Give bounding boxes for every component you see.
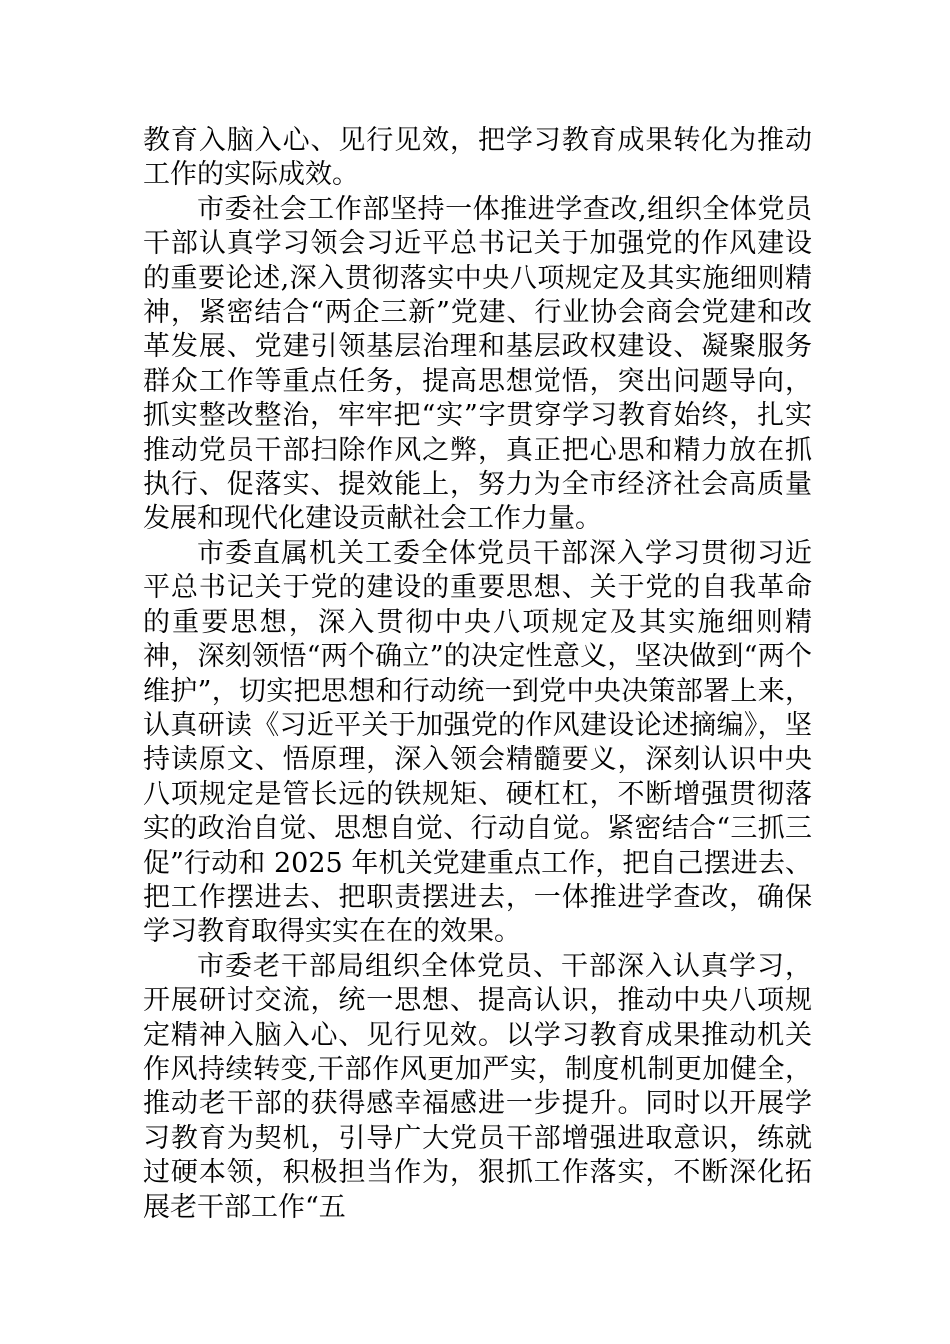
paragraph-3: 市委直属机关工委全体党员干部深入学习贯彻习近平总书记关于党的建设的重要思想、关于党的自我革命的重要思想，深入贯彻中央八项规定及其实施细则精神，深刻领悟“两个确立”的决定性意义，坚决做到“两个维护”，切实把思想和行动统一到党中央决策部署上来，认真研读《习近平关于加强党的作风建设论述摘编》，坚持读原文、悟原理，深入领会精髓要义，深刻认识中央八项规定是管长远的铁规矩、硬杠杠，不断增强贯彻落实的政治自觉、思想自觉、行动自觉。紧密结合“三抓三促”行动和 2025 年机关党建重点工作，把自己摆进去、把工作摆进去、把职责摆进去，一体推进学查改，确保学习教育取得实实在在的效果。: [143, 537, 812, 948]
document-body: [143, 124, 812, 1225]
paragraph-2: 市委社会工作部坚持一体推进学查改,组织全体党员干部认真学习领会习近平总书记关于加强党的作风建设的重要论述,深入贯彻落实中央八项规定及其实施细则精神，紧密结合“两企三新”党建、行业协会商会党建和改革发展、党建引领基层治理和基层政权建设、凝聚服务群众工作等重点任务，提高思想觉悟，突出问题导向，抓实整改整治，牢牢把“实”字贯穿学习教育始终，扎实推动党员干部扫除作风之弊，真正把心思和精力放在抓执行、促落实、提效能上，努力为全市经济社会高质量发展和现代化建设贡献社会工作力量。: [143, 193, 812, 535]
paragraph-1: 教育入脑入心、见行见效，把学习教育成果转化为推动工作的实际成效。: [143, 125, 812, 191]
paragraph-4: 市委老干部局组织全体党员、干部深入认真学习，开展研讨交流，统一思想、提高认识，推动中央八项规定精神入脑入心、见行见效。以学习教育成果推动机关作风持续转变,干部作风更加严实，制度机制更加健全，推动老干部的获得感幸福感进一步提升。同时以开展学习教育为契机，引导广大党员干部增强进取意识，练就过硬本领，积极担当作为，狠抓工作落实，不断深化拓展老干部工作“五: [143, 950, 812, 1223]
